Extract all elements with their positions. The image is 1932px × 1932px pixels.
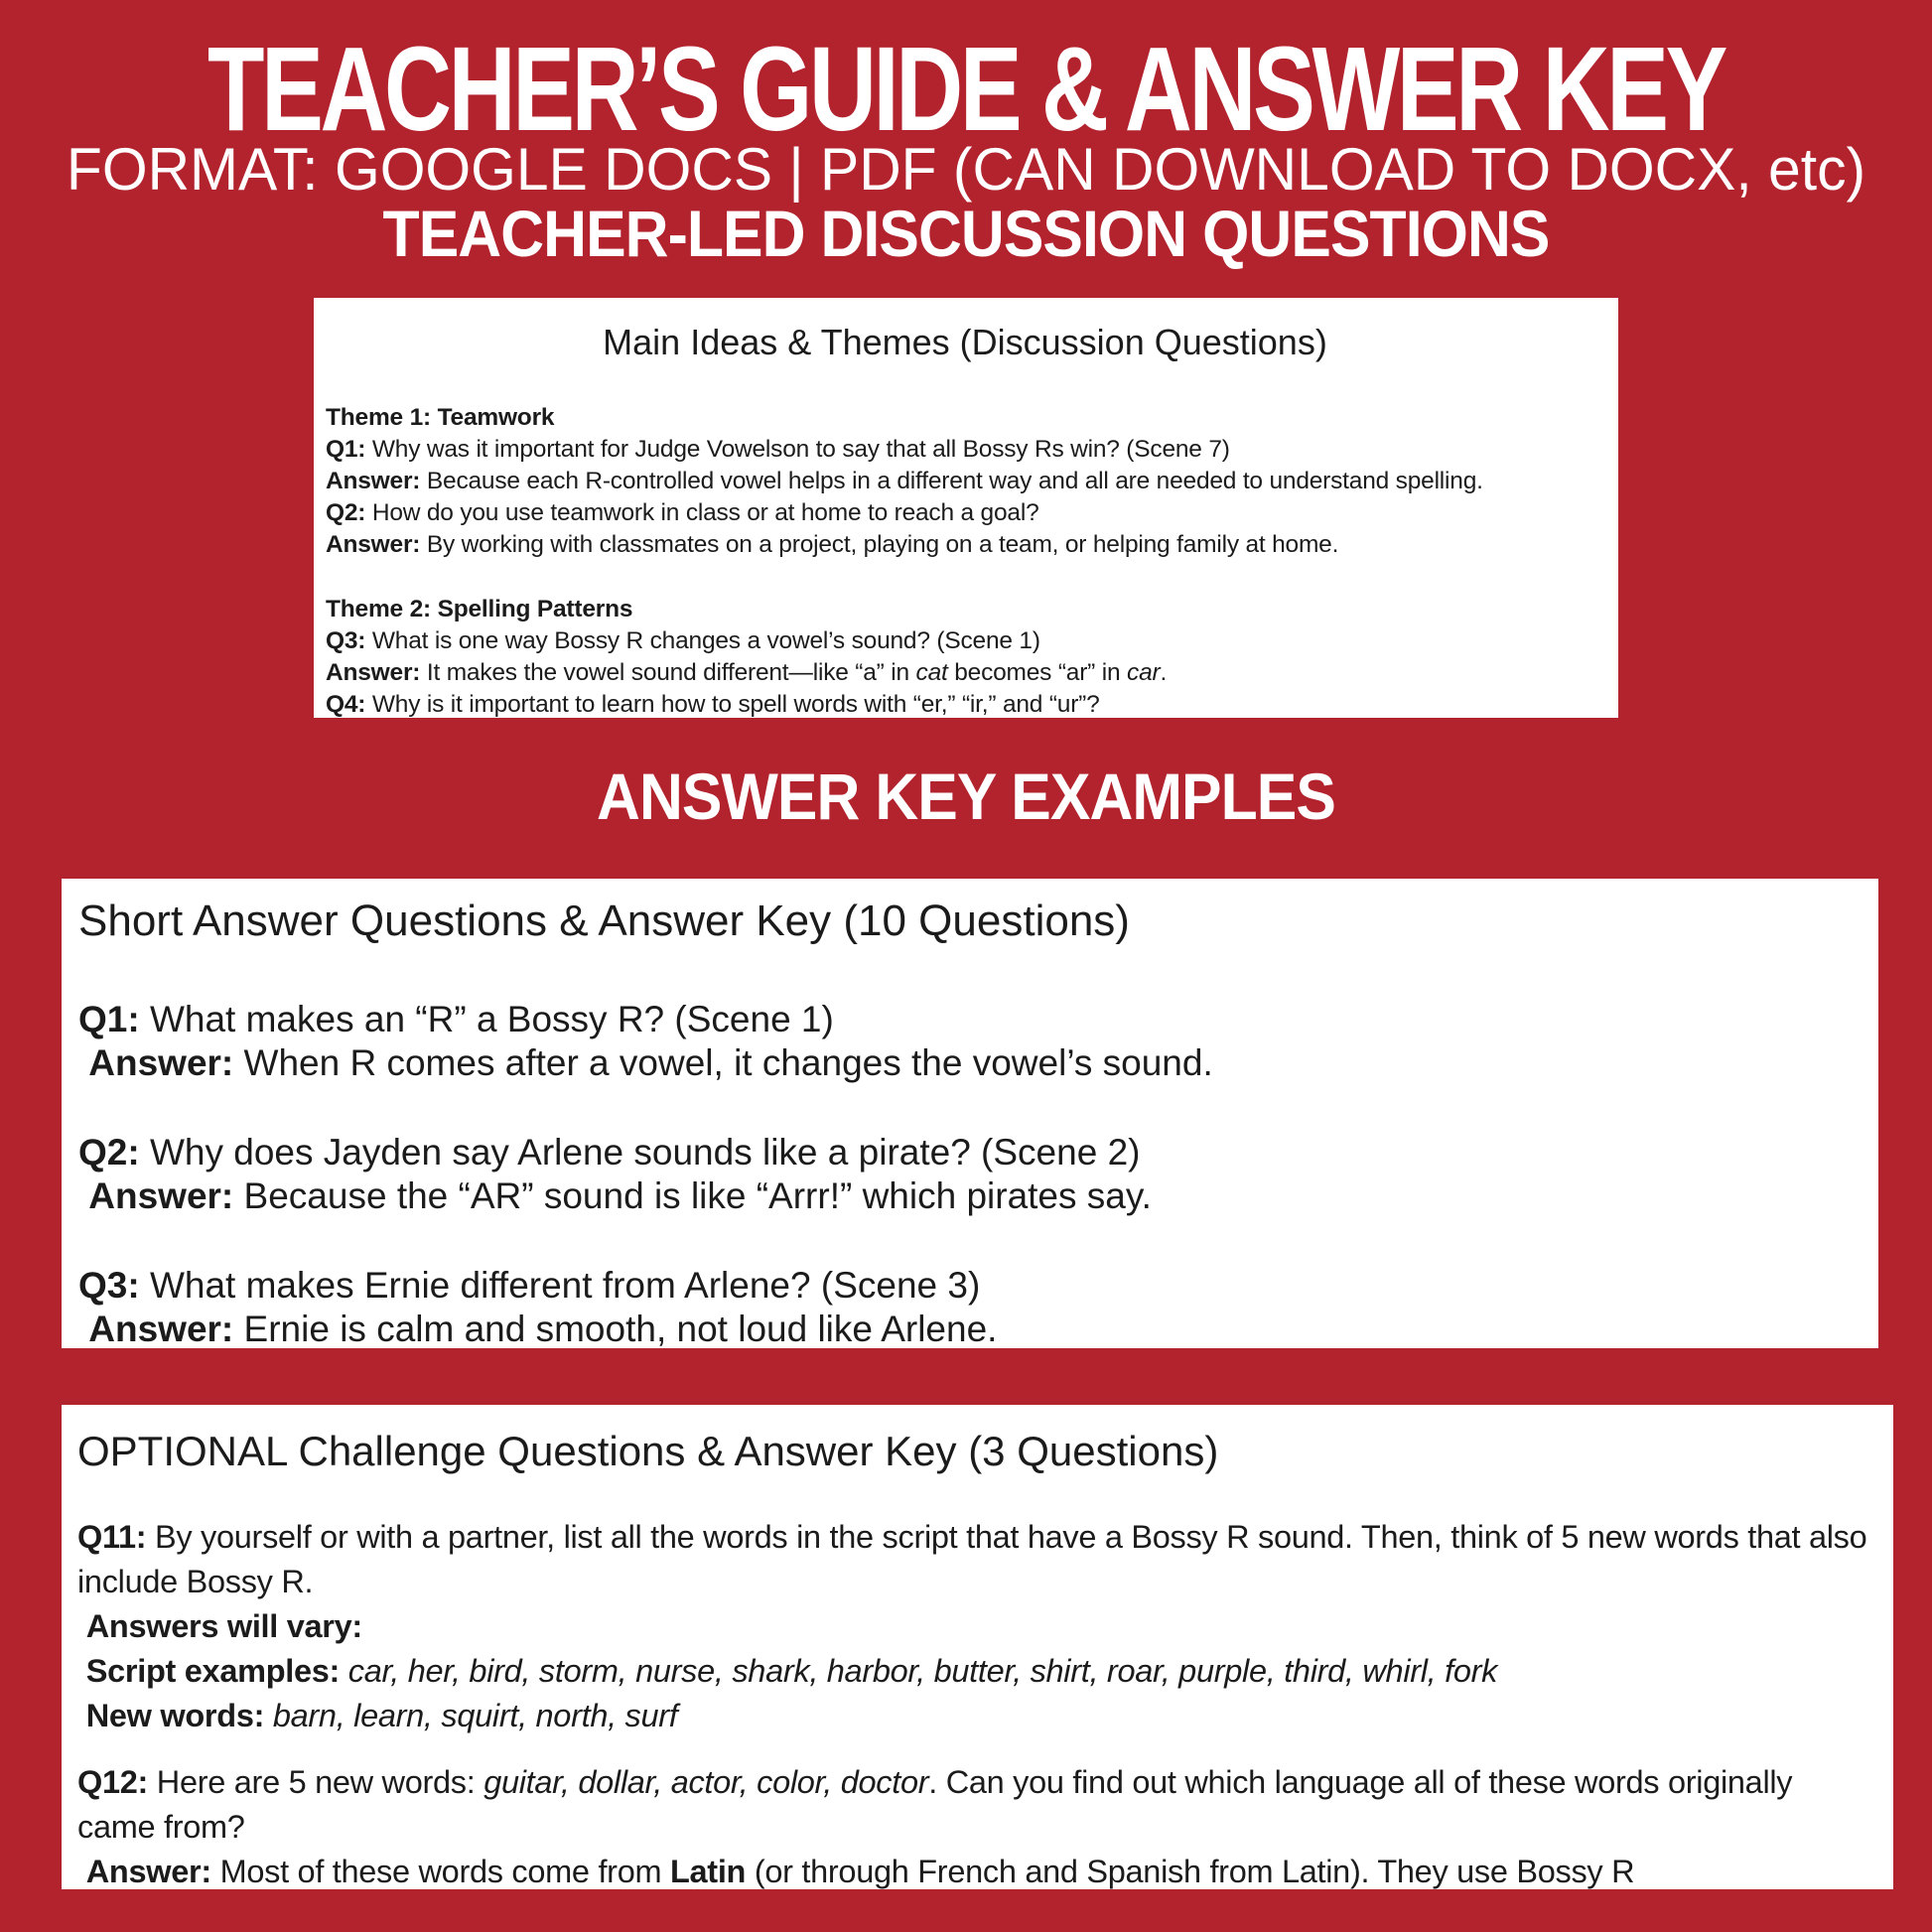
text-line	[78, 1264, 1859, 1308]
text-segment: When R comes after a vowel, it changes the vowel’s sound.	[233, 1042, 1213, 1083]
challenge-box	[62, 1405, 1893, 1889]
text-line	[78, 1308, 1859, 1348]
text-line	[77, 1694, 1873, 1738]
text-line	[78, 998, 1859, 1041]
text-segment: Q1:	[326, 436, 366, 463]
text-segment: Why was it important for Judge Vowelson to say that all Bossy Rs win? (Scene 7)	[365, 436, 1230, 463]
text-segment: Q2:	[326, 499, 366, 526]
text-line	[78, 1041, 1859, 1085]
qa-pair-1	[78, 998, 1859, 1085]
format-subtitle: FORMAT: GOOGLE DOCS | PDF (CAN DOWNLOAD TO DOCX, etc)	[66, 136, 1866, 203]
text-segment: becomes “ar” in	[947, 659, 1128, 686]
discussion-box-body	[326, 402, 1604, 718]
text-segment: Theme 2: Spelling Patterns	[326, 596, 633, 622]
text-segment: Why does Jayden say Arlene sounds like a pirate? (Scene 2)	[139, 1132, 1141, 1173]
text-segment: Answer:	[326, 468, 421, 494]
text-segment: Latin	[669, 1854, 747, 1889]
theme-2-paragraph	[326, 594, 1604, 718]
text-segment: By working with classmates on a project, playing on a team, or helping family at home.	[420, 531, 1339, 558]
challenge-box-body	[77, 1515, 1876, 1889]
discussion-box	[314, 298, 1618, 718]
text-line	[77, 1760, 1873, 1850]
qa-pair-2	[78, 1131, 1859, 1218]
text-line	[326, 657, 1604, 689]
text-segment: Q11:	[77, 1519, 147, 1555]
q12-paragraph	[77, 1760, 1873, 1889]
text-segment: barn, learn, squirt, north, surf	[272, 1698, 678, 1733]
text-segment: Theme 1: Teamwork	[326, 404, 555, 431]
text-segment: Answer:	[78, 1175, 234, 1216]
text-line	[326, 497, 1604, 529]
text-segment: guitar, dollar, actor, color, doctor	[483, 1764, 929, 1800]
text-segment: .	[1160, 659, 1168, 686]
text-line	[77, 1850, 1873, 1889]
text-line	[326, 434, 1604, 466]
text-line	[326, 402, 1604, 434]
text-segment: cat	[915, 659, 948, 686]
text-segment: Answer:	[326, 531, 421, 558]
text-line	[77, 1604, 1873, 1649]
text-segment: Answer:	[78, 1309, 234, 1348]
section-subtitle: TEACHER-LED DISCUSSION QUESTIONS	[382, 197, 1550, 270]
text-segment: Why is it important to learn how to spell words with “er,” “ir,” and “ur”?	[365, 691, 1100, 718]
text-segment: Q12:	[77, 1764, 149, 1800]
text-segment: Most of these words come from	[210, 1854, 670, 1889]
text-segment: By yourself or with a partner, list all the words in the script that have a Bossy R sound. Then, think of 5 new words that also include Bossy R.	[77, 1519, 1876, 1599]
text-line	[77, 1649, 1873, 1694]
text-line	[326, 594, 1604, 625]
text-segment: Script examples:	[77, 1653, 341, 1689]
text-segment: Answer:	[77, 1854, 211, 1889]
text-segment: (or through French and Spanish from Latin). They use Bossy R	[746, 1854, 1635, 1889]
challenge-box-title: OPTIONAL Challenge Questions & Answer Key (3 Questions)	[77, 1428, 1219, 1474]
discussion-box-title: Main Ideas & Themes (Discussion Questions)	[603, 322, 1327, 362]
theme-1-paragraph	[326, 402, 1604, 561]
text-segment: car	[1127, 659, 1161, 686]
text-line	[78, 1174, 1859, 1218]
short-answer-box	[62, 879, 1878, 1348]
text-segment: Ernie is calm and smooth, not loud like Arlene.	[233, 1309, 998, 1348]
text-line	[326, 529, 1604, 561]
text-segment: Q2:	[78, 1132, 140, 1173]
text-segment: Q3:	[78, 1265, 140, 1306]
text-line	[77, 1515, 1876, 1604]
text-segment: How do you use teamwork in class or at home to reach a goal?	[365, 499, 1039, 526]
text-segment: New words:	[77, 1698, 265, 1733]
short-answer-box-title: Short Answer Questions & Answer Key (10 Questions)	[78, 897, 1130, 945]
text-segment: Answer:	[78, 1042, 234, 1083]
text-line	[326, 625, 1604, 657]
text-segment: What is one way Bossy R changes a vowel’s sound? (Scene 1)	[365, 627, 1040, 654]
text-segment: Answers will vary:	[77, 1608, 362, 1644]
text-segment: Answer:	[326, 659, 421, 686]
text-segment: Q3:	[326, 627, 366, 654]
text-segment: Q1:	[78, 999, 140, 1039]
qa-pair-3	[78, 1264, 1859, 1348]
short-answer-box-body	[78, 998, 1859, 1348]
text-segment: . Can you find out which language all of these words originally came from?	[77, 1764, 1801, 1845]
q11-paragraph	[77, 1515, 1876, 1738]
text-segment: What makes an “R” a Bossy R? (Scene 1)	[139, 999, 834, 1039]
text-line	[326, 466, 1604, 497]
text-segment: Because each R-controlled vowel helps in a different way and all are needed to understand spelling.	[420, 468, 1483, 494]
text-line	[326, 689, 1604, 718]
text-segment	[340, 1653, 348, 1689]
text-segment: What makes Ernie different from Arlene? (Scene 3)	[139, 1265, 981, 1306]
text-segment: car, her, bird, storm, nurse, shark, harbor, butter, shirt, roar, purple, third, whirl, fork	[347, 1653, 1498, 1689]
text-segment: It makes the vowel sound different—like “a” in	[420, 659, 916, 686]
answer-key-examples-heading: ANSWER KEY EXAMPLES	[597, 759, 1335, 833]
text-segment: Because the “AR” sound is like “Arrr!” which pirates say.	[233, 1175, 1152, 1216]
text-line	[78, 1131, 1859, 1174]
page-title: TEACHER’S GUIDE & ANSWER KEY	[207, 22, 1725, 157]
text-segment	[264, 1698, 273, 1733]
text-segment: Q4:	[326, 691, 366, 718]
text-segment: Here are 5 new words:	[148, 1764, 484, 1800]
